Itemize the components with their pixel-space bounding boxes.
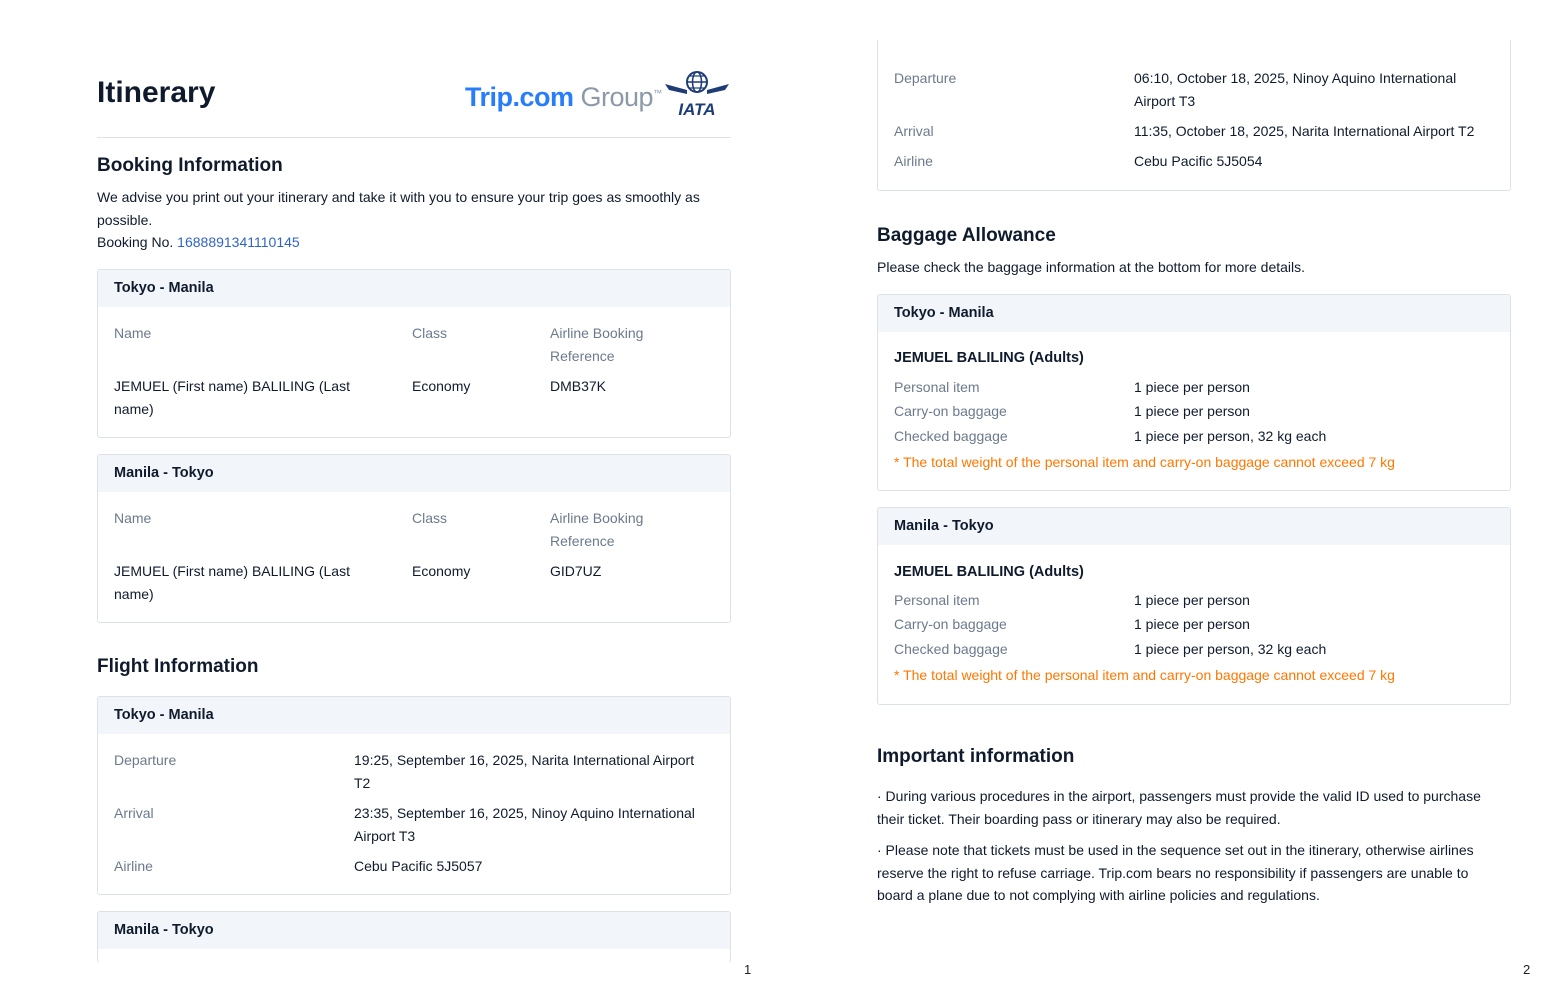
checked-baggage-label: Checked baggage	[894, 428, 1008, 444]
page-title: Itinerary	[97, 76, 216, 109]
departure-label: Departure	[114, 752, 177, 768]
weight-limit-warning: * The total weight of the personal item and carry-on baggage cannot exceed 7 kg	[894, 667, 1395, 683]
checked-baggage-value: 1 piece per person, 32 kg each	[1134, 428, 1327, 444]
personal-item-label: Personal item	[894, 592, 980, 608]
airline-booking-reference: GID7UZ	[550, 563, 602, 579]
class-column-header: Class	[412, 510, 448, 526]
booking-card-tokyo-manila	[97, 269, 731, 438]
airline-label: Airline	[114, 858, 153, 874]
personal-item-label: Personal item	[894, 379, 980, 395]
cabin-class: Economy	[412, 563, 471, 579]
departure-label: Departure	[894, 70, 957, 86]
booking-reference-column-header: Airline Booking Reference	[550, 325, 644, 364]
important-info-item: · During various procedures in the airport, passengers must provide the valid ID used to purchase their ticket. Their boarding pass or itinerary may also be required.	[877, 788, 1481, 827]
carry-on-value: 1 piece per person	[1134, 403, 1250, 419]
flight-card-tokyo-manila	[97, 696, 731, 895]
page-number: 1	[744, 962, 752, 977]
passenger-name: JEMUEL (First name) BALILING (Last name)	[114, 563, 350, 602]
booking-reference-column-header: Airline Booking Reference	[550, 510, 644, 549]
passenger-name: JEMUEL (First name) BALILING (Last name)	[114, 378, 350, 417]
flight-card-manila-tokyo-start	[97, 911, 731, 963]
name-column-header: Name	[114, 325, 152, 341]
baggage-passenger-name: JEMUEL BALILING (Adults)	[894, 564, 1084, 580]
baggage-passenger-name: JEMUEL BALILING (Adults)	[894, 350, 1084, 366]
trip-com-group-logo: Trip.com Group™	[465, 82, 662, 112]
arrival-label: Arrival	[894, 123, 934, 139]
cabin-class: Economy	[412, 378, 471, 394]
departure-value: 19:25, September 16, 2025, Narita International Airport T2	[354, 752, 695, 791]
airline-label: Airline	[894, 153, 933, 169]
card-route-title: Manila - Tokyo	[98, 912, 730, 949]
page-number: 2	[1523, 962, 1531, 977]
itinerary-page-2	[778, 0, 1556, 998]
baggage-card-tokyo-manila	[877, 294, 1511, 491]
card-route-title: Manila - Tokyo	[98, 455, 730, 492]
arrival-value: 23:35, September 16, 2025, Ninoy Aquino International Airport T3	[354, 805, 695, 844]
svg-text:IATA: IATA	[678, 100, 716, 118]
card-route-title: Tokyo - Manila	[878, 295, 1510, 332]
weight-limit-warning: * The total weight of the personal item and carry-on baggage cannot exceed 7 kg	[894, 454, 1395, 470]
baggage-note: Please check the baggage information at the bottom for more details.	[877, 259, 1306, 275]
arrival-label: Arrival	[114, 805, 154, 821]
document-header	[97, 66, 731, 138]
booking-advice-text: We advise you print out your itinerary and take it with you to ensure your trip goes as smoothly as possible.	[97, 189, 700, 228]
checked-baggage-label: Checked baggage	[894, 641, 1008, 657]
baggage-heading: Baggage Allowance	[877, 225, 1056, 246]
carry-on-label: Carry-on baggage	[894, 616, 1007, 632]
important-info-heading: Important information	[877, 746, 1075, 767]
airline-value: Cebu Pacific 5J5054	[1134, 153, 1263, 169]
flight-info-heading: Flight Information	[97, 656, 259, 677]
carry-on-label: Carry-on baggage	[894, 403, 1007, 419]
booking-number-line: Booking No. 1688891341110145	[97, 234, 300, 250]
carry-on-value: 1 piece per person	[1134, 616, 1250, 632]
airline-booking-reference: DMB37K	[550, 378, 607, 394]
name-column-header: Name	[114, 510, 152, 526]
iata-logo	[663, 70, 731, 118]
checked-baggage-value: 1 piece per person, 32 kg each	[1134, 641, 1327, 657]
personal-item-value: 1 piece per person	[1134, 592, 1250, 608]
card-route-title: Tokyo - Manila	[98, 697, 730, 734]
card-route-title: Manila - Tokyo	[878, 508, 1510, 545]
card-route-title: Tokyo - Manila	[98, 270, 730, 307]
airline-value: Cebu Pacific 5J5057	[354, 858, 483, 874]
class-column-header: Class	[412, 325, 448, 341]
booking-card-manila-tokyo	[97, 454, 731, 623]
baggage-card-manila-tokyo	[877, 507, 1511, 705]
departure-value: 06:10, October 18, 2025, Ninoy Aquino International Airport T3	[1134, 70, 1457, 109]
important-info-item: · Please note that tickets must be used in the sequence set out in the itinerary, otherwise airlines reserve the right to refuse carriage. Trip.com bears no responsibility if passengers are unable to board a plane due to not complying with airline policies and regulations.	[877, 842, 1474, 903]
booking-info-heading: Booking Information	[97, 155, 283, 176]
flight-card-manila-tokyo-continued	[877, 40, 1511, 191]
arrival-value: 11:35, October 18, 2025, Narita International Airport T2	[1134, 123, 1475, 139]
booking-number[interactable]: 1688891341110145	[177, 234, 300, 250]
personal-item-value: 1 piece per person	[1134, 379, 1250, 395]
